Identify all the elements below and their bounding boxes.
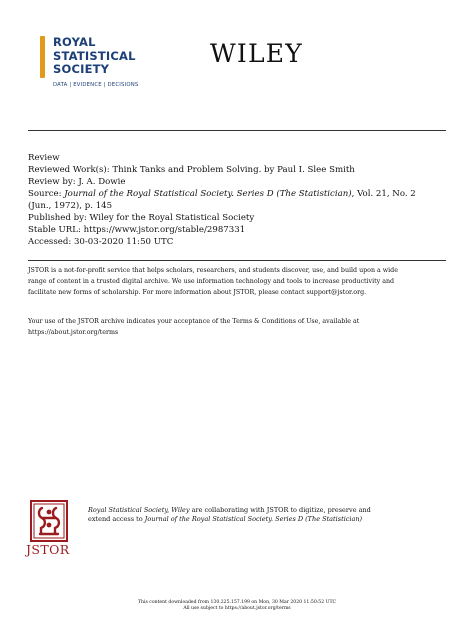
download-footer: [0, 600, 474, 612]
collab-line-1: [88, 506, 448, 515]
terms-notice-line-1: Your use of the JSTOR archive indicates your acceptance of the Terms & Conditions of Use, available at: [28, 318, 360, 325]
collab-journal: Journal of the Royal Statistical Society. Series D (The Statistician): [144, 514, 363, 523]
collab-line-1-rest: are collaborating with JSTOR to digitize, preserve and: [189, 506, 371, 514]
source-issue: (Jun., 1972), p. 145: [28, 201, 113, 211]
jstor-notice-line-1: JSTOR is a not-for-profit service that helps scholars, researchers, and students discover, use, and build upon a wide: [28, 267, 398, 274]
terms-notice: [28, 316, 448, 338]
rss-name-line-2: STATISTICAL: [53, 48, 136, 63]
accessed-date: Accessed: 30-03-2020 11:50 UTC: [28, 237, 174, 247]
terms-link[interactable]: https://about.jstor.org/terms: [28, 329, 119, 336]
article-type: Review: [28, 153, 60, 163]
jstor-notice-line-2: range of content in a trusted digital archive. We use information technology and tools to increase productivity and: [28, 278, 395, 285]
rss-name-line-3: SOCIETY: [53, 62, 110, 76]
wiley-logo: WILEY: [210, 39, 303, 68]
collab-orgs: Royal Statistical Society, Wiley: [88, 506, 190, 514]
footer-line-2: All use subject to https://about.jstor.org/terms: [183, 606, 291, 612]
reviewed-works: Reviewed Work(s): Think Tanks and Problem Solving. by Paul I. Slee Smith: [28, 165, 355, 175]
middle-rule: [28, 260, 446, 261]
top-rule: [28, 130, 446, 131]
rss-logo-name: [53, 36, 136, 77]
source-prefix: Source:: [28, 189, 65, 199]
collaboration-statement: [88, 506, 448, 524]
review-author: Review by: J. A. Dowie: [28, 177, 126, 187]
source-journal: Journal of the Royal Statistical Society. Series D (The Statistician): [64, 189, 352, 199]
published-by: Published by: Wiley for the Royal Statistical Society: [28, 213, 255, 223]
jstor-emblem-icon: [28, 500, 72, 542]
rss-logo: [40, 36, 170, 92]
rss-tagline: DATA | EVIDENCE | DECISIONS: [53, 82, 139, 88]
footer-line-1: This content downloaded from 130.225.157.199 on Mon, 30 Mar 2020 11:50:52 UTC: [137, 600, 337, 605]
collab-line-2: [88, 515, 448, 524]
jstor-notice: [28, 265, 448, 298]
rss-logo-bar: [40, 36, 45, 78]
jstor-notice-line-3: facilitate new forms of scholarship. For more information about JSTOR, please contact support@jstor.org.: [28, 289, 367, 296]
jstor-wordmark: JSTOR: [26, 542, 70, 557]
collab-line-2-prefix: extend access to: [88, 514, 145, 523]
stable-url[interactable]: Stable URL: https://www.jstor.org/stable/2987331: [28, 225, 246, 235]
source-line: [28, 188, 448, 200]
citation-block: [28, 152, 448, 248]
rss-name-line-1: ROYAL: [53, 35, 96, 49]
source-suffix: , Vol. 21, No. 2: [351, 189, 416, 199]
